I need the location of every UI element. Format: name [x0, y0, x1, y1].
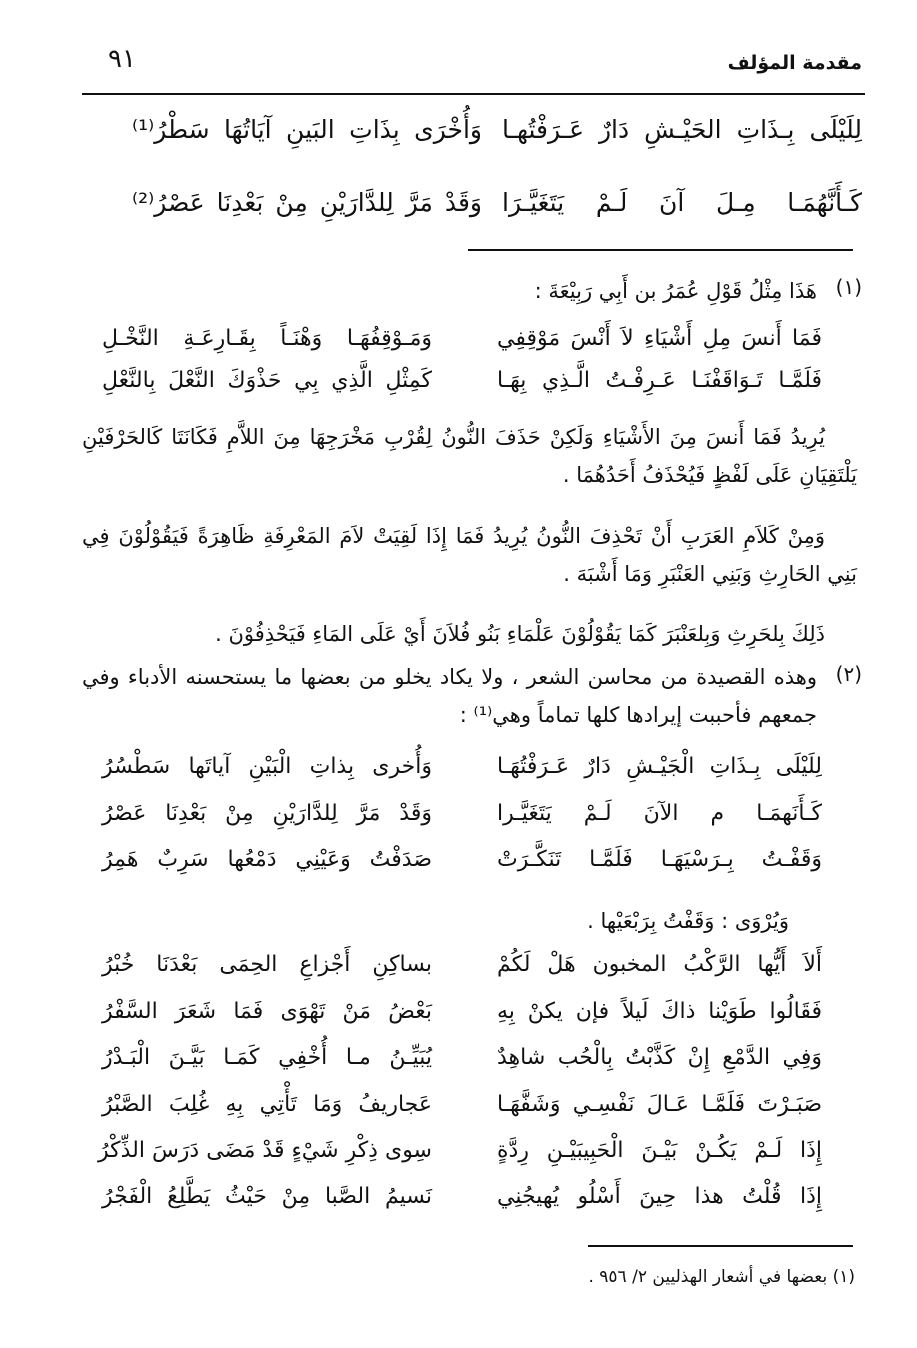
bottom-footnote-separator — [588, 1245, 853, 1247]
verse-second-hemistich: نَسيمُ الصَّبا مِنْ حَيْثُ يَطَّلِعُ الْفَجْرُ — [102, 1184, 432, 1209]
verse-second-hemistich: بَعْضُ مَنْ تَهْوَى فَمَا شَعَرَ السَّفْرُ — [102, 999, 432, 1024]
footnote-1-verse-1 — [102, 326, 822, 366]
footnote-2-verse-5 — [102, 999, 822, 1039]
running-header-title: مقدمة المؤلف — [727, 52, 862, 74]
main-verse-1 — [102, 115, 862, 165]
verse-second-hemistich: وَأُخرى بِذاتِ الْبَيْنِ آياتَها سَطْسُرُ — [102, 754, 432, 779]
footnote-1-intro: هَذَا مِثْلُ قَوْلِ عُمَرُ بن أَبِي رَبِيْعَةَ : — [534, 279, 817, 303]
verse-second-hemistich: كَمِثْلِ الَّذِي بِي حَذْوَكَ النَّعْلَ بِالنَّعْلِ — [102, 368, 432, 393]
verse-second-hemistich: وَمَـوْقِفُهَـا وَهْنَـاً بِقَـارِعَـةِ النَّخْـلِ — [102, 326, 432, 351]
footnote-1-verse-2 — [102, 368, 822, 408]
verse-second-hemistich: سِوى ذِكْرِ شَيْءٍ قَدْ مَضَى دَرَسَ الذِّكْرُ — [97, 1138, 432, 1163]
verse-first-hemistich: كَـأَنَهمَـا م الآنَ لَـمْ يَتَغَيَّـرا — [497, 801, 822, 826]
bottom-footnote: (١) بعضها في أشعار الهذليين ٢/ ٩٥٦ . — [588, 1267, 855, 1287]
footnote-2-verse-8 — [97, 1138, 822, 1178]
verse-second-hemistich: بساكِنِ أَجْزاعِ الحِمَى بَعْدَنَا خُبْرُ — [102, 952, 432, 977]
footnote-1-paragraph-3: ذَلِكَ بِلحَرِثِ وَبِلعَنْبَرَ كَمَا يَقُوْلُوْنَ عَلْمَاءِ بَنُو فُلاَنَ أَيْ عَلَى المَاءِ فَيَحْذِفُوْنَ . — [215, 622, 825, 646]
verse-first-hemistich: فَمَا أَنسَ مِلِ أَشْيَاءِ لاَ أَنْسَ مَوْقِفِي — [497, 326, 822, 351]
verse-first-hemistich: إِذَا قُلْتُ هذا حِينَ أَسْلُو يُهيجُنِي — [497, 1184, 822, 1209]
footnote-2-verse-1 — [102, 754, 822, 794]
verse-first-hemistich: وَفِي الدَّمْعِ إِنْ كَذَّبْتُ بِالْحُب شاهِدٌ — [497, 1045, 822, 1070]
verse-first-hemistich: فَقَالُوا طَوَيْنا ذاكَ لَيلاً فإن يكنْ بِهِ — [497, 999, 822, 1024]
verse-first-hemistich: لِلَيْلَى بِـذَاتِ الحَيْـشِ دَارٌ عَـرَفْتُهـا — [502, 115, 862, 144]
footnote-1-paragraph-1: يُرِيدُ فَمَا أَنسَ مِنَ الأَشْيَاءِ وَلَكِنْ حَذَفَ النُّونُ لِقُرْبِ مَخْرَجِهَا مِنَ اللاَّمِ فَكَانَتَا كَالحَرْفَيْنِ يَلْتَقِيَانِ عَلَى لَفْظٍ فَيُحْذَفُ أَحَدُهُمَا . — [82, 425, 857, 487]
main-verse-2 — [102, 188, 862, 238]
footnote-2-verse-3 — [102, 847, 822, 887]
footnote-2-verse-4 — [102, 952, 822, 992]
verse-second-hemistich: يُبَيِّـنُ مـا أُخْفِي كَمَـا بَيَّـنَ الْبَـدْرُ — [102, 1045, 432, 1070]
footnote-2-verse-9 — [102, 1184, 822, 1224]
variant-reading: وَيُرْوَى : وَقَفْتُ بِرَبْعَيْها . — [587, 909, 789, 933]
header-rule — [82, 93, 865, 95]
footnote-2-verse-7 — [102, 1092, 822, 1132]
verse-first-hemistich: كَـأَنَّهُمَـا مِـلَ آنَ لَـمْ يَتَغَيَّـرَا — [502, 188, 862, 217]
verse-first-hemistich: أَلاَ أَيُّها الرَّكْبُ المخبون هَلْ لَكُمْ — [497, 952, 822, 977]
footnote-marker-2: (٢) — [835, 662, 862, 686]
footnote-marker-1: (١) — [835, 275, 862, 299]
verse-first-hemistich: لِلَيْلَى بِـذَاتِ الْجَيْـشِ دَارٌ عَـرَفْتُهَـا — [497, 754, 822, 779]
verse-second-hemistich: وَقَدْ مَرَّ لِلدَّارَيْنِ مِنْ بَعْدِنَا عَصْرُ — [102, 801, 432, 826]
footnote-separator — [468, 249, 853, 251]
verse-first-hemistich: فَلَمَّـا تَـوَاقَفْنَـا عَـرِفْـتُ الَّـذِي بِهَـا — [497, 368, 822, 393]
verse-second-hemistich: صَدَفْتُ وَعَيْنِي دَمْعُها سَرِبٌ هَمِرُ — [102, 847, 432, 872]
footnote-2-paragraph: وهذه القصيدة من محاسن الشعر ، ولا يكاد يخلو من بعضها ما يستحسنه الأدباء وفي جمعهم فأحببت إيرادها كلها تماماً وهي⁽¹⁾ : — [82, 665, 817, 727]
verse-second-hemistich: وَأُخْرَى بِذَاتِ البَينِ آيَاتُهَا سَطْرُ⁽¹⁾ — [132, 115, 482, 144]
verse-second-hemistich: عَجاريفُ وَمَا تَأْتِي بِهِ غُلِبَ الصَّبْرُ — [102, 1092, 432, 1117]
verse-first-hemistich: إِذَا لَـمْ يَكُـنْ بَيْـنَ الْحَبِيبَيْـنِ رِدَّةٍ — [497, 1138, 822, 1163]
page-number: ٩١ — [108, 44, 136, 74]
footnote-1-paragraph-2: وَمِنْ كَلاَمِ العَرَبِ أَنْ تَحْذِفَ النُّونُ يُرِيدُ فَمَا إِذَا لَقِيَتْ لاَمَ المَعْرِفَةِ ظَاهِرَةً فَيَقُوْلُوْنَ فِي بَنِي الحَارِثِ وَبَنِي العَنْبَرِ وَمَا أَشْبَهَ . — [82, 524, 857, 586]
footnote-2-verse-6 — [102, 1045, 822, 1085]
verse-second-hemistich: وَقَدْ مَرَّ لِلدَّارَيْنِ مِنْ بَعْدِنَا عَصْرُ⁽²⁾ — [132, 188, 482, 217]
footnote-2-verse-2 — [102, 801, 822, 841]
verse-first-hemistich: صَبَـرْتَ فَلَمَّـا عَـالَ نَفْسِـي وَشَفَّهَـا — [497, 1092, 822, 1117]
verse-first-hemistich: وَقَفْـتُ بِـرَسْيَهَـا فَلَمَّـا تَنَكَّـرَتْ — [497, 847, 822, 872]
